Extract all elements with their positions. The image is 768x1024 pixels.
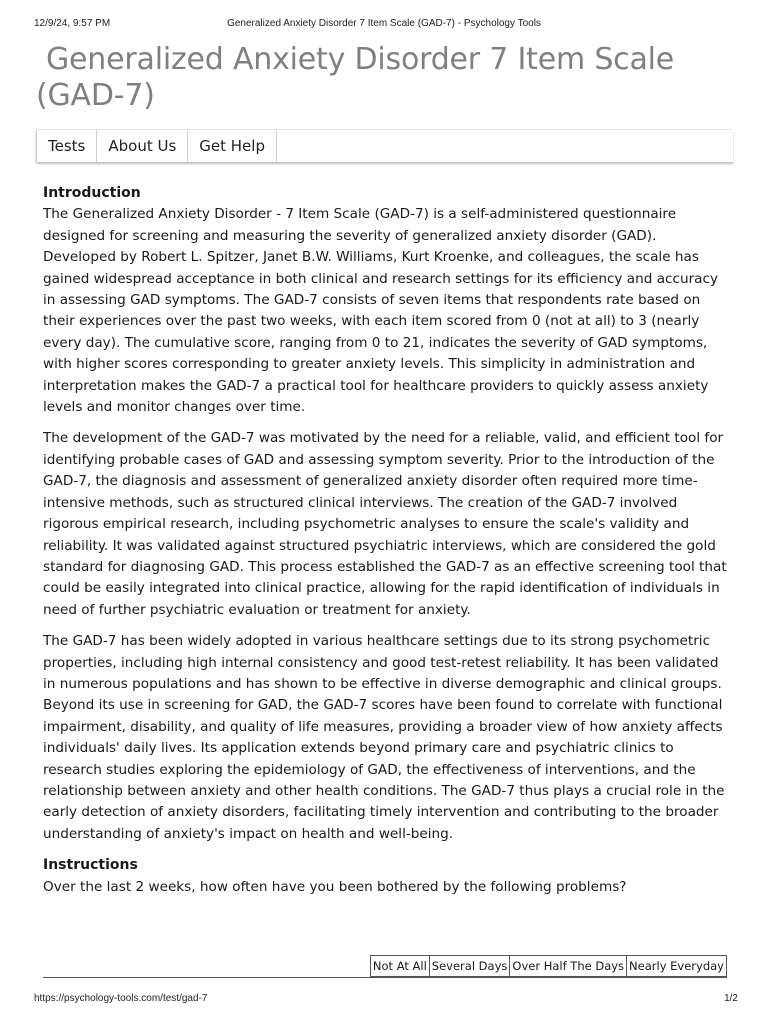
print-footer <box>0 993 768 1007</box>
introduction-paragraph-2: The development of the GAD-7 was motivated by the need for a reliable, valid, and efficient tool for identifying probable cases of GAD and assessing symptom severity. Prior to the introduction of the GAD-7, the diagnosis and assessment of generalized anxiety disorder often required more time-intensive methods, such as structured clinical interviews. The creation of the GAD-7 involved rigorous empirical research, including psychometric analyses to ensure the scale's validity and reliability. It was validated against structured psychiatric interviews, which are considered the gold standard for diagnosing GAD. This process established the GAD-7 as an effective screening tool that could be easily integrated into clinical practice, allowing for the rapid identification of individuals in need of further psychiatric evaluation or treatment for anxiety. <box>43 430 727 618</box>
frequency-table <box>370 955 727 977</box>
table-row-divider <box>43 977 727 978</box>
main-content <box>43 183 733 908</box>
column-header-nearly-everyday: Nearly Everyday <box>627 956 727 977</box>
main-nav <box>36 129 733 162</box>
print-document-title: Generalized Anxiety Disorder 7 Item Scale (GAD-7) - Psychology Tools <box>227 18 541 29</box>
page-title: Generalized Anxiety Disorder 7 Item Scale (GAD-7) <box>36 42 675 113</box>
print-header <box>0 18 768 32</box>
introduction-paragraph-3: The GAD-7 has been widely adopted in various healthcare settings due to its strong psychometric properties, including high internal consistency and good test-retest reliability. It has been validated in numerous populations and has shown to be effective in diverse demographic and clinical groups. Beyond its use in screening for GAD, the GAD-7 scores have been found to correlate with functional impairment, disability, and quality of life measures, providing a broader view of how anxiety affects individuals' daily lives. Its application extends beyond primary care and psychiatric clinics to research studies exploring the epidemiology of GAD, the effectiveness of interventions, and the relationship between anxiety and other health conditions. The GAD-7 thus plays a crucial role in the early detection of anxiety disorders, facilitating timely intervention and contributing to the broader understanding of anxiety's impact on health and well-being. <box>43 633 725 842</box>
introduction-paragraph-1: The Generalized Anxiety Disorder - 7 Item Scale (GAD-7) is a self-administered questionnaire designed for screening and measuring the severity of generalized anxiety disorder (GAD). Developed by Robert L. Spitzer, Janet B.W. Williams, Kurt Kroenke, and colleagues, the scale has gained widespread acceptance in both clinical and research settings for its efficiency and accuracy in assessing GAD symptoms. The GAD-7 consists of seven items that respondents rate based on their experiences over the past two weeks, with each item scored from 0 (not at all) to 3 (nearly every day). The cumulative score, ranging from 0 to 21, indicates the severity of GAD symptoms, with higher scores corresponding to greater anxiety levels. This simplicity in administration and interpretation makes the GAD-7 a practical tool for healthcare providers to quickly assess anxiety levels and monitor changes over time. <box>43 206 719 416</box>
introduction-heading: Introduction <box>43 185 141 201</box>
nav-tab-get-help[interactable]: Get Help <box>188 130 277 162</box>
column-header-over-half-the-days: Over Half The Days <box>510 956 627 977</box>
print-datetime: 12/9/24, 9:57 PM <box>34 18 111 29</box>
introduction-section <box>43 183 733 845</box>
nav-tab-tests[interactable]: Tests <box>36 130 97 162</box>
print-page-number: 1/2 <box>724 993 738 1004</box>
instructions-section <box>43 855 733 898</box>
column-header-several-days: Several Days <box>429 956 510 977</box>
print-url: https://psychology-tools.com/test/gad-7 <box>34 993 208 1004</box>
instructions-heading: Instructions <box>43 857 138 874</box>
instructions-text: Over the last 2 weeks, how often have you been bothered by the following problems? <box>43 878 627 895</box>
column-header-not-at-all: Not At All <box>370 956 429 977</box>
table-header-row <box>370 956 726 977</box>
nav-tab-about-us[interactable]: About Us <box>97 130 188 162</box>
